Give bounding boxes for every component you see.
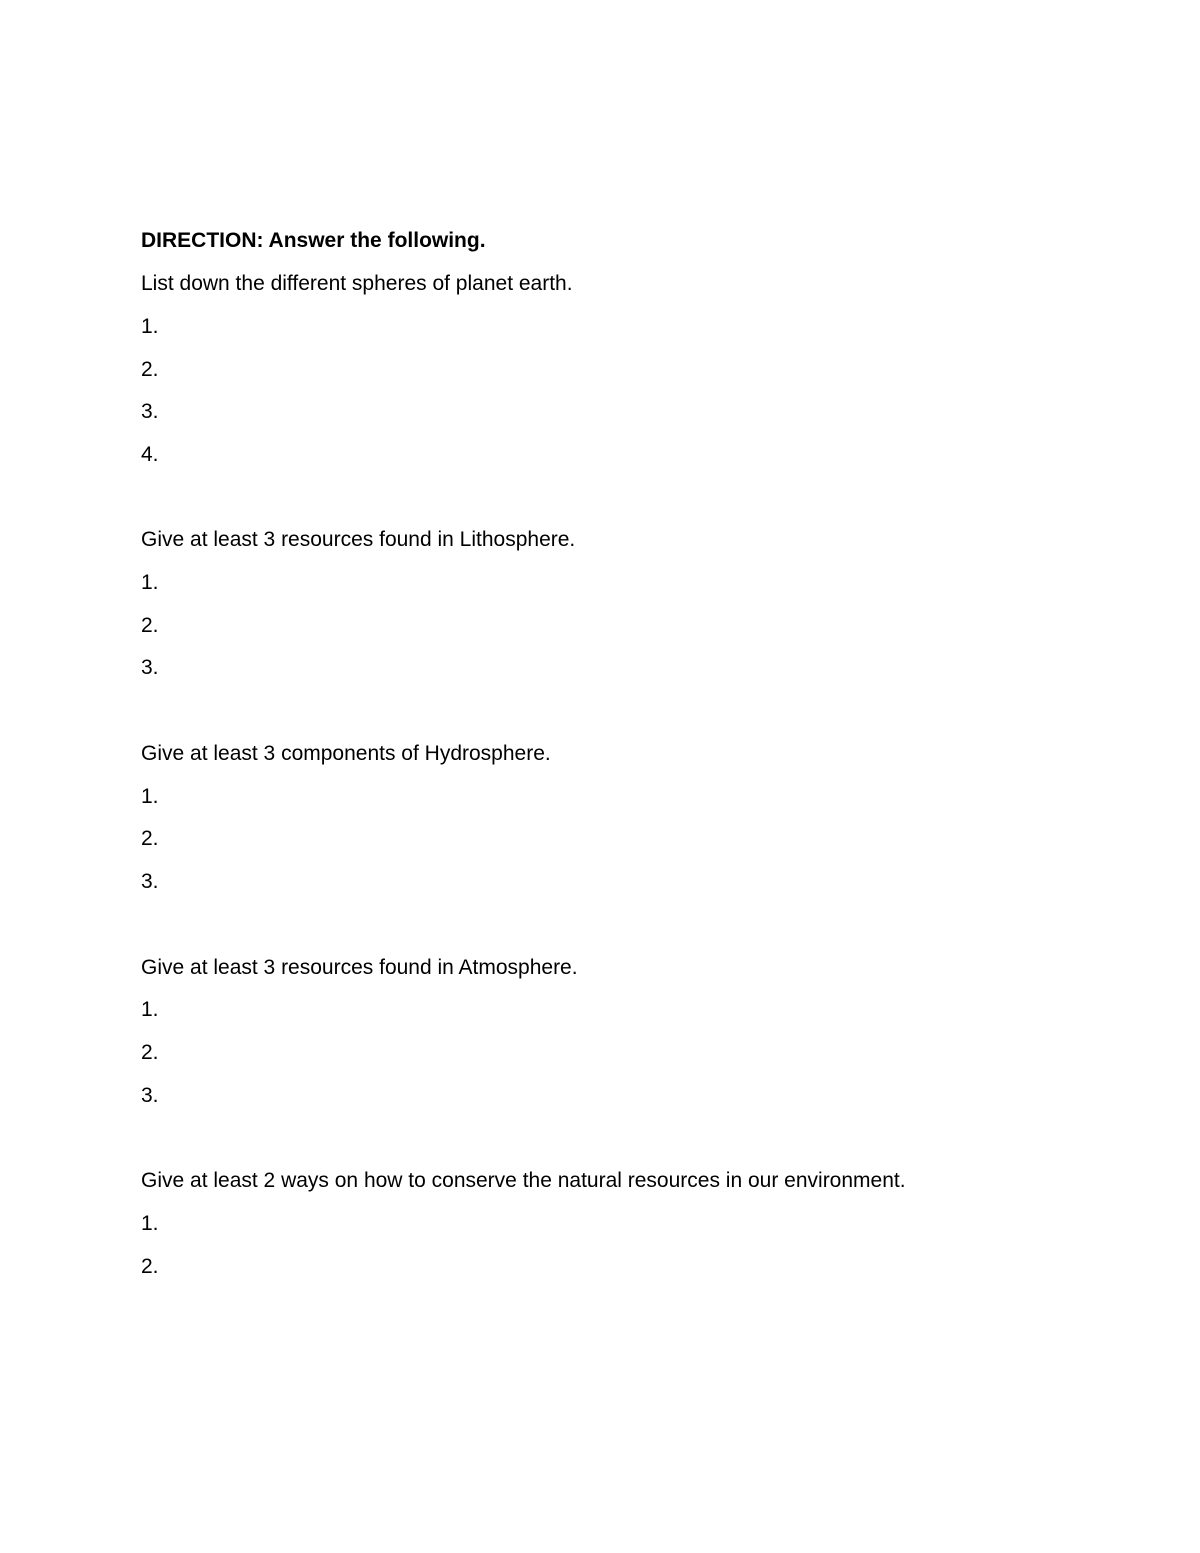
answer-number: 2. — [141, 827, 159, 850]
answer-number: 2. — [141, 358, 159, 381]
question-prompt: Give at least 3 resources found in Lithosphere. — [141, 528, 576, 551]
answer-number: 2. — [141, 1041, 159, 1064]
question-prompt: List down the different spheres of planet earth. — [141, 272, 573, 295]
answer-number: 3. — [141, 400, 159, 423]
question-prompt: Give at least 3 components of Hydrosphere. — [141, 742, 551, 765]
answer-number: 3. — [141, 870, 159, 893]
answer-number: 4. — [141, 443, 159, 466]
answer-number: 1. — [141, 571, 159, 594]
answer-number: 1. — [141, 315, 159, 338]
answer-number: 3. — [141, 1084, 159, 1107]
answer-number: 1. — [141, 1212, 159, 1235]
direction-heading: DIRECTION: Answer the following. — [141, 229, 486, 252]
answer-number: 2. — [141, 614, 159, 637]
question-prompt: Give at least 3 resources found in Atmosphere. — [141, 956, 578, 979]
question-prompt: Give at least 2 ways on how to conserve the natural resources in our environment. — [141, 1169, 906, 1192]
answer-number: 2. — [141, 1255, 159, 1278]
answer-number: 1. — [141, 785, 159, 808]
answer-number: 1. — [141, 998, 159, 1021]
answer-number: 3. — [141, 656, 159, 679]
